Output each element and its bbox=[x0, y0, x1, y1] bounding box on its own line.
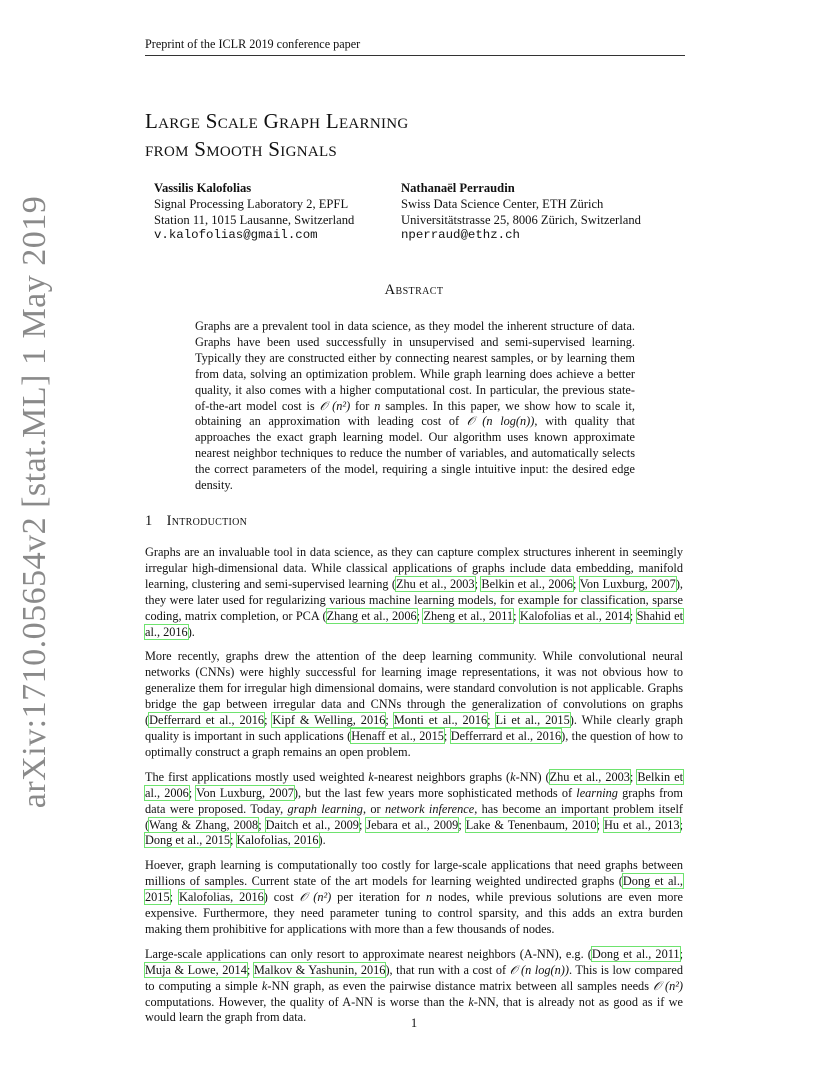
text: ; bbox=[629, 608, 637, 623]
text: More recently, graphs drew the attention of the deep learning community. While convolutional neural networks (CNNs) were highly successful for learning image representations, it was not obvious how to generalize them for irregular high dimensional domains, were standard convolution is not applicable. Graphs bridge the gap between irregular data and CNNs through the generalization of convolutions on graphs ( bbox=[145, 649, 683, 728]
abstract-sentence: , with quality that approaches the exact graph learning model. Our algorithm uses known approximate nearest neighbor techniques to reduce the number of variables, and automatically selects the correct parameters of the model, requiring a single intuitive input: the desired edge density. bbox=[195, 414, 635, 493]
title-line-2: from Smooth Signals bbox=[145, 137, 338, 161]
citation-link[interactable]: Zhu et al., 2003 bbox=[549, 769, 630, 784]
citation-link[interactable]: Dong et al., 2015 bbox=[145, 833, 231, 848]
text: -NN, that is already not as good as if we would learn the graph from data. bbox=[145, 994, 683, 1025]
emphasis: network inference bbox=[384, 801, 475, 816]
citation-link[interactable]: Kalofolias, 2016 bbox=[236, 833, 319, 848]
text: computations. However, the quality of A-NN is worse than the bbox=[145, 994, 469, 1009]
title-line-1: Large Scale Graph Learning bbox=[145, 109, 409, 133]
citation-link[interactable]: Dong et al., 2011 bbox=[591, 946, 680, 961]
math-variable: k bbox=[261, 978, 268, 993]
arxiv-identifier[interactable]: arXiv:1710.05654v2 [stat.ML] 1 May 2019 bbox=[16, 195, 53, 809]
author-affiliation: Signal Processing Laboratory 2, EPFL bbox=[154, 196, 349, 211]
citation-link[interactable]: Kipf & Welling, 2016 bbox=[272, 713, 386, 728]
author-name: Nathanaël Perraudin bbox=[401, 181, 515, 195]
text: ; bbox=[629, 769, 638, 784]
text: ; bbox=[443, 728, 451, 743]
text: Graphs are an invaluable tool in data science, as they can capture complex structures inherent in seemingly irregular high-dimensional data. While classical applications of graphs include data embedding, manifold learning, clustering and semi-supervised learning ( bbox=[145, 545, 683, 591]
citation-link[interactable]: Henaff et al., 2015 bbox=[351, 728, 444, 743]
math-variable: k bbox=[510, 769, 516, 784]
text: -NN graph, as even the pairwise distance matrix between all samples needs bbox=[267, 978, 654, 993]
text: ; bbox=[264, 713, 273, 728]
page-number: 1 bbox=[410, 1016, 418, 1030]
text: -NN) ( bbox=[515, 769, 550, 784]
text: ; bbox=[358, 817, 367, 832]
citation-link[interactable]: Defferrard et al., 2016 bbox=[149, 713, 265, 728]
paper-title bbox=[145, 107, 409, 163]
abstract-sentence: Graphs are a prevalent tool in data science, as they model the inherent structure of data. Graphs have been used successfully in unsupervised and semi-supervised learning. Typically they are constructed either by connecting nearest samples, or by learning them from data, solving an optimization problem. While graph learning does achieve a better quality, it also comes with a higher computational cost. In particular, the previous state-of-the-art model cost is bbox=[195, 319, 635, 413]
text: Large-scale applications can only resort to approximate nearest neighbors (A-NN), e.g. ( bbox=[145, 946, 592, 961]
text: ). bbox=[318, 833, 326, 848]
abstract-heading: Abstract bbox=[384, 282, 444, 298]
text: ; bbox=[188, 785, 197, 800]
text: ; bbox=[679, 817, 683, 832]
text: ), they were later used for regularizing various machine learning models, for example for classification, sparse coding, matrix completion, or PCA ( bbox=[145, 576, 683, 623]
citation-link[interactable]: Malkov & Yashunin, 2016 bbox=[253, 962, 386, 977]
text: ; bbox=[246, 962, 254, 977]
text: ; bbox=[572, 576, 580, 591]
text: ; bbox=[385, 713, 394, 728]
text: ; bbox=[258, 817, 266, 832]
math-variable: k bbox=[368, 769, 374, 784]
citation-link[interactable]: Dong et al., 2015 bbox=[145, 874, 683, 905]
citation-link[interactable]: Wang & Zhang, 2008 bbox=[149, 817, 259, 832]
paragraph bbox=[145, 858, 683, 938]
text: ), the question of how to optimally construct a graph remains an open problem. bbox=[145, 728, 683, 759]
citation-link[interactable]: Kalofolias et al., 2014 bbox=[519, 608, 630, 623]
citation-link[interactable]: Von Luxburg, 2007 bbox=[196, 785, 294, 800]
citation-link[interactable]: Kalofolias, 2016 bbox=[178, 890, 264, 905]
abstract-sentence: samples. In this paper, we show how to scale it, obtaining an approximation with leading cost of bbox=[195, 398, 635, 429]
section-number: 1 bbox=[145, 513, 153, 529]
math-variable: n bbox=[374, 398, 381, 413]
citation-link[interactable]: Belkin et al., 2006 bbox=[145, 769, 683, 800]
text: ; bbox=[679, 946, 683, 961]
text: graphs from data were proposed. Today, bbox=[145, 785, 683, 816]
text: ), that run with a cost of bbox=[385, 962, 510, 977]
running-head: Preprint of the ICLR 2019 conference paper bbox=[145, 37, 685, 56]
text: ). While clearly graph quality is important in such applications ( bbox=[145, 713, 683, 743]
text: ; bbox=[230, 833, 237, 848]
citation-link[interactable]: Li et al., 2015 bbox=[495, 713, 570, 728]
citation-link[interactable]: Hu et al., 2013 bbox=[604, 817, 680, 832]
text: ; bbox=[474, 576, 482, 591]
citation-link[interactable]: Lake & Tenenbaum, 2010 bbox=[465, 817, 597, 832]
text: ). bbox=[187, 624, 195, 639]
citation-link[interactable]: Zhang et al., 2006 bbox=[326, 608, 417, 623]
text: Hoever, graph learning is computationally too costly for large-scale applications that need graphs between millions of samples. Current state of the art models for learning weighted undirected graphs ( bbox=[145, 858, 683, 889]
emphasis: learning bbox=[576, 785, 618, 800]
paragraph bbox=[145, 545, 683, 640]
abstract-text bbox=[195, 319, 635, 494]
citation-link[interactable]: Muja & Lowe, 2014 bbox=[145, 962, 247, 977]
citation-link[interactable]: Monti et al., 2016 bbox=[393, 713, 488, 728]
text: ; bbox=[458, 817, 466, 832]
text: , has become an important problem itself ( bbox=[145, 801, 683, 832]
body-text bbox=[145, 545, 683, 1035]
text: per iteration for bbox=[331, 890, 426, 905]
text: nodes, while previous solutions are even more expensive. Furthermore, they need parameter tuning to control sparsity, and this adds an extra burden making them prohibitive for applications with more than a few thousands of nodes. bbox=[145, 890, 683, 936]
paragraph bbox=[145, 770, 683, 850]
text: ) cost bbox=[263, 890, 300, 905]
text: ), but the last few years more sophisticated methods of bbox=[293, 785, 577, 800]
author-email[interactable]: nperraud@ethz.ch bbox=[401, 228, 520, 243]
citation-link[interactable]: Shahid et al., 2016 bbox=[145, 608, 683, 639]
text: . This is low compared to computing a simple bbox=[145, 962, 683, 993]
author-block-2 bbox=[401, 181, 641, 244]
math-variable: n bbox=[425, 890, 433, 905]
citation-link[interactable]: Belkin et al., 2006 bbox=[481, 576, 573, 591]
math-formula: 𝒪 (n²) bbox=[653, 978, 683, 993]
text: , or bbox=[362, 801, 385, 816]
paragraph bbox=[145, 649, 683, 760]
citation-link[interactable]: Jebara et al., 2009 bbox=[366, 817, 459, 832]
text: -nearest neighbors graphs ( bbox=[373, 769, 511, 784]
text: ; bbox=[596, 817, 604, 832]
text: The first applications mostly used weighted bbox=[145, 769, 369, 784]
author-address: Universitätstrasse 25, 8006 Zürich, Switzerland bbox=[401, 212, 641, 227]
author-address: Station 11, 1015 Lausanne, Switzerland bbox=[154, 212, 355, 227]
abstract-sentence: for bbox=[350, 398, 375, 413]
citation-link[interactable]: Von Luxburg, 2007 bbox=[579, 576, 676, 591]
text: ; bbox=[487, 713, 496, 728]
citation-link[interactable]: Defferrard et al., 2016 bbox=[450, 728, 562, 743]
text: ; bbox=[513, 608, 520, 623]
emphasis: graph learning bbox=[287, 801, 363, 816]
citation-link[interactable]: Zhu et al., 2003 bbox=[396, 576, 475, 591]
section-heading bbox=[145, 513, 247, 530]
math-formula: 𝒪 (n²) bbox=[299, 890, 332, 905]
paragraph bbox=[145, 947, 683, 1027]
math-formula: 𝒪 (n log(n)) bbox=[466, 414, 535, 429]
text: ; bbox=[169, 890, 179, 905]
math-variable: k bbox=[468, 994, 474, 1009]
author-email[interactable]: v.kalofolias@gmail.com bbox=[154, 228, 318, 243]
author-name: Vassilis Kalofolias bbox=[154, 181, 252, 195]
citation-link[interactable]: Daitch et al., 2009 bbox=[265, 817, 359, 832]
author-block-1 bbox=[154, 181, 354, 244]
section-title: Introduction bbox=[166, 513, 248, 529]
math-formula: 𝒪 (n log(n)) bbox=[509, 962, 569, 977]
author-affiliation: Swiss Data Science Center, ETH Zürich bbox=[401, 196, 604, 211]
citation-link[interactable]: Zheng et al., 2011 bbox=[423, 608, 514, 623]
math-formula: 𝒪 (n²) bbox=[319, 398, 351, 413]
text: ; bbox=[416, 608, 424, 623]
